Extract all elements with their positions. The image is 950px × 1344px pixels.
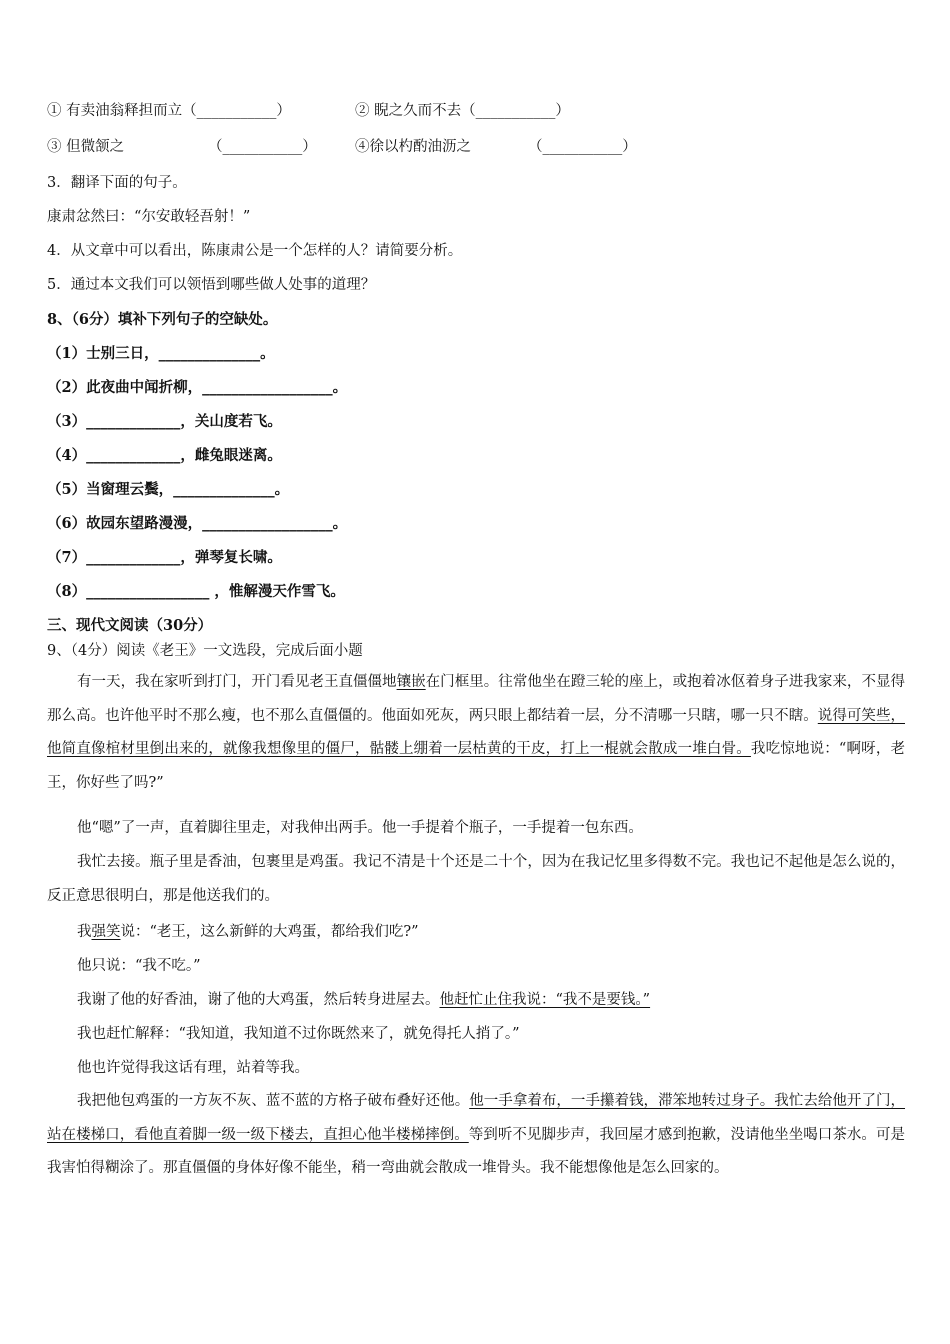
passage-paragraph-1 — [47, 666, 905, 800]
q8-item-2: （2）此夜曲中闻折柳，__________________。 — [47, 379, 348, 396]
passage-paragraph-9 — [47, 1085, 905, 1186]
p1-text-c: 我吃惊地说：“啊呀，老王，你好些了吗?” — [47, 741, 905, 791]
p1-underline-word: 镶嵌 — [396, 674, 426, 690]
passage-paragraph-3: 我忙去接。瓶子里是香油，包裹里是鸡蛋。我记不清是十个还是二十个，因为在我记忆里多得数不完。我也记不起他是怎么说的，反正意思很明白，那是他送我们的。 — [47, 854, 905, 904]
p1-text-a: 有一天，我在家听到打门，开门看见老王直僵僵地 — [77, 674, 397, 690]
q3-prompt: 3．翻译下面的句子。 — [47, 175, 187, 191]
passage-paragraph-4 — [47, 916, 905, 950]
p1-underline-sentence: 说得可笑些，他简直像棺材里倒出来的，就像我想像里的僵尸，骷髅上绷着一层枯黄的干皮，打上一棍就会散成一堆白骨。 — [47, 707, 905, 758]
q8-item-6: （6）故园东望路漫漫，__________________。 — [47, 515, 348, 532]
p9-underline-sentence: 他一手拿着布，一手攥着钱，滞笨地转过身子。我忙去给他开了门，站在楼梯口，看他直着脚一级一级下楼去，直担心他半楼梯摔倒。 — [47, 1093, 906, 1143]
passage-paragraph-7: 我也赶忙解释：“我知道，我知道不过你既然来了，就免得托人捎了。” — [77, 1026, 520, 1042]
p9-text-a: 我把他包鸡蛋的一方灰不灰、蓝不蓝的方格子破布叠好还他。 — [77, 1093, 470, 1109]
passage-paragraph-8: 他也许觉得我这话有理，站着等我。 — [77, 1060, 309, 1076]
passage-paragraph-6 — [47, 984, 905, 1018]
q9-title: 9、（4分）阅读《老王》一文选段，完成后面小题 — [47, 643, 363, 659]
q8-item-3: （3）_____________，关山度若飞。 — [47, 413, 282, 430]
q2-item-2: ② 睨之久而不去（___________） — [355, 103, 570, 119]
q2-item-4-blank: （___________） — [528, 139, 637, 155]
q2-item-4: ④徐以杓酌油沥之 — [355, 139, 471, 155]
q8-item-8: （8）_________________ ，惟解漫天作雪飞。 — [47, 583, 345, 600]
q8-item-5: （5）当窗理云鬓，______________。 — [47, 481, 290, 498]
q8-title: 8、（6分）填补下列句子的空缺处。 — [47, 311, 278, 328]
p4-text-b: 说：“老王，这么新鲜的大鸡蛋，都给我们吃?” — [120, 924, 419, 940]
p6-underline-sentence: 他赶忙止住我说：“我不是要钱。” — [439, 992, 651, 1008]
q8-item-1: （1）士别三日，______________。 — [47, 345, 275, 362]
p9-text-b: 等到听不见脚步声，我回屋才感到抱歉，没请他坐坐喝口茶水。可是我害怕得糊涂了。那直僵僵的身体好像不能坐，稍一弯曲就会散成一堆骨头。我不能想像他是怎么回家的。 — [47, 1126, 905, 1177]
q8-item-4: （4）_____________，雌兔眼迷离。 — [47, 447, 282, 464]
section-3-title: 三、现代文阅读（30分） — [47, 617, 213, 634]
q5-prompt: 5．通过本文我们可以领悟到哪些做人处事的道理？ — [47, 277, 376, 293]
q8-item-7: （7）_____________，弹琴复长啸。 — [47, 549, 282, 566]
q2-item-1: ① 有卖油翁释担而立（___________） — [47, 103, 291, 119]
q2-item-3: ③ 但微颔之 — [47, 139, 125, 155]
q2-item-3-blank: （___________） — [208, 139, 317, 155]
passage-paragraph-5: 他只说：“我不吃。” — [77, 958, 201, 974]
p6-text-a: 我谢了他的好香油，谢了他的大鸡蛋，然后转身进屋去。 — [77, 992, 440, 1008]
q3-sentence: 康肃忿然曰：“尔安敢轻吾射！” — [47, 209, 251, 225]
p4-text-a: 我 — [77, 924, 92, 940]
p4-underline-word: 强笑 — [91, 924, 121, 940]
passage-paragraph-2: 他“嗯”了一声，直着脚往里走，对我伸出两手。他一手提着个瓶子，一手提着一包东西。 — [77, 820, 643, 836]
p1-text-b: 在门框里。往常他坐在蹬三轮的座上，或抱着冰伛着身子进我家来，不显得那么高。也许他平时不那么瘦，也不那么直僵僵的。他面如死灰，两只眼上都结着一层，分不清哪一只瞎，哪一只不瞎。 — [47, 674, 906, 724]
q4-prompt: 4．从文章中可以看出，陈康肃公是一个怎样的人？请简要分析。 — [47, 243, 463, 259]
